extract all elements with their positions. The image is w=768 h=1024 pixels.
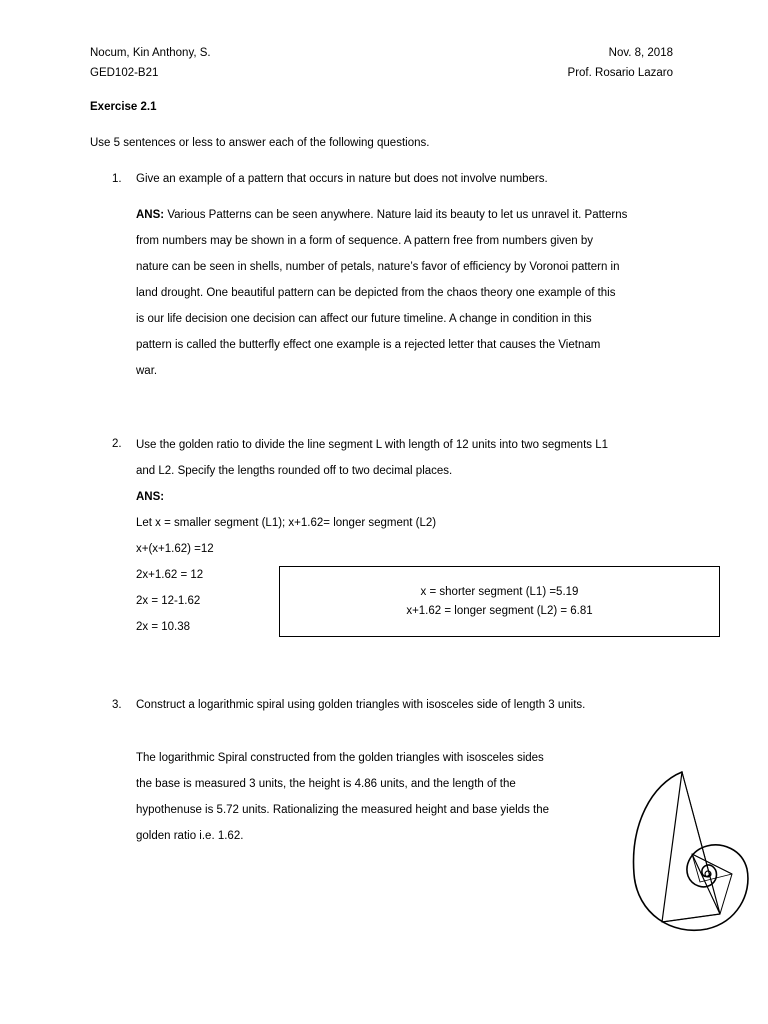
triangle-center-line — [682, 772, 710, 876]
exercise-title: Exercise 2.1 — [90, 101, 157, 113]
q2-result-longer: x+1.62 = longer segment (L2) = 6.81 — [406, 604, 593, 617]
q2-question-line: Use the golden ratio to divide the line segment L with length of 12 units into two segments L1 — [136, 439, 608, 451]
q2-work-line: 2x+1.62 = 12 — [136, 569, 204, 581]
q2-work-line: x+(x+1.62) =12 — [136, 543, 214, 555]
q2-result-box — [279, 566, 720, 637]
student-name: Nocum, Kin Anthony, S. — [90, 47, 211, 59]
q1-answer-line: nature can be seen in shells, number of petals, nature’s favor of efficiency by Voronoi pattern in — [136, 261, 620, 273]
q2-question-line: and L2. Specify the lengths rounded off to two decimal places. — [136, 465, 453, 477]
q2-work-line: 2x = 10.38 — [136, 621, 191, 633]
q1-ans-label: ANS: — [136, 209, 165, 221]
instructions: Use 5 sentences or less to answer each of the following questions. — [90, 137, 430, 149]
q3-answer — [136, 745, 606, 849]
q3-answer-line: golden ratio i.e. 1.62. — [136, 830, 244, 842]
q1-answer-line: land drought. One beautiful pattern can be depicted from the chaos theory one example of this — [136, 287, 616, 299]
golden-spiral-figure — [622, 764, 762, 944]
golden-triangle-outer — [662, 772, 720, 922]
q3-question: Construct a logarithmic spiral using golden triangles with isosceles side of length 3 units. — [136, 699, 586, 711]
q2-work-line: Let x = smaller segment (L1); x+1.62= longer segment (L2) — [136, 517, 437, 529]
q2-ans-label: ANS: — [136, 491, 165, 503]
q1-answer-line: from numbers may be shown in a form of sequence. A pattern free from numbers given by — [136, 235, 594, 247]
q1-question: Give an example of a pattern that occurs in nature but does not involve numbers. — [136, 173, 548, 185]
q1-number: 1. — [112, 173, 122, 185]
q3-answer-line: hypothenuse is 5.72 units. Rationalizing the measured height and base yields the — [136, 804, 549, 816]
q3-answer-line: The logarithmic Spiral constructed from the golden triangles with isosceles sides — [136, 752, 544, 764]
q3-answer-line: the base is measured 3 units, the height is 4.86 units, and the length of the — [136, 778, 516, 790]
q1-answer-line: pattern is called the butterfly effect one example is a rejected letter that causes the Vietnam — [136, 339, 601, 351]
q2-number: 2. — [112, 438, 122, 450]
course-section: GED102-B21 — [90, 67, 159, 79]
q1-answer-line: war. — [136, 365, 158, 377]
q3-number: 3. — [112, 699, 122, 711]
q2-result-shorter: x = shorter segment (L1) =5.19 — [420, 585, 579, 598]
professor-name: Prof. Rosario Lazaro — [567, 67, 673, 79]
spiral-curve — [634, 772, 748, 930]
q1-answer-text: Various Patterns can be seen anywhere. Nature laid its beauty to let us unravel it. Patterns — [164, 209, 628, 221]
q2-work-line: 2x = 12-1.62 — [136, 595, 201, 607]
q1-answer-line — [136, 202, 676, 228]
q1-answer-line: is our life decision one decision can affect our future timeline. A change in condition in this — [136, 313, 592, 325]
submission-date: Nov. 8, 2018 — [608, 47, 673, 59]
q1-answer — [136, 202, 676, 384]
